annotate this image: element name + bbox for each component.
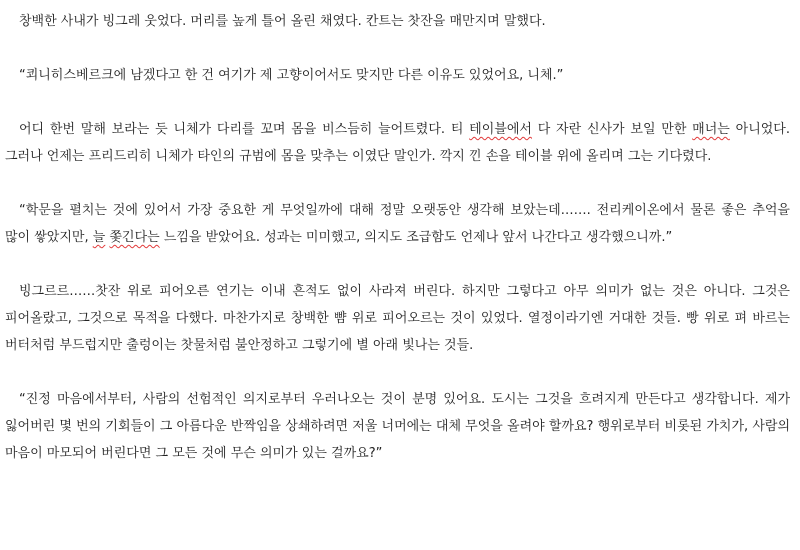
text-run: 다 자란 신사가 보일 만한 xyxy=(531,122,693,137)
paragraph[interactable] xyxy=(5,62,790,89)
paragraph[interactable] xyxy=(5,386,790,467)
text-run: 느낌을 받았어요. 성과는 미미했고, 의지도 조급함도 언제나 앞서 나간다고 생각했으니까.” xyxy=(159,230,673,245)
paragraph[interactable] xyxy=(5,278,790,359)
paragraph[interactable] xyxy=(5,197,790,251)
text-run: 빙그르르……찻잔 위로 피어오른 연기는 이내 흔적도 없이 사라져 버린다. 하지만 그렇다고 아무 의미가 없는 것은 아니다. 그것은 피어올랐고, 그것으로 목적을 다했다. 마찬가지로 창백한 뺨 위로 피어오르는 것이 있었다. 열정이라기엔 거대한 것들. 빵 위로 펴 바르는 버터처럼 부드럽지만 출렁이는 찻물처럼 불안정하고 그렇기에 별 아래 빛나는 것들. xyxy=(5,284,790,353)
text-run: 창백한 사내가 빙그레 웃었다. 머리를 높게 틀어 올린 채였다. 칸트는 찻잔을 매만지며 말했다. xyxy=(19,14,546,29)
text-run: “쾨니히스베르크에 남겠다고 한 건 여기가 제 고향이어서도 맞지만 다른 이유도 있었어요, 니체.” xyxy=(19,68,564,83)
text-run: 어디 한번 말해 보라는 듯 니체가 다리를 꼬며 몸을 비스듬히 늘어트렸다. 티 xyxy=(19,122,470,137)
paragraph[interactable] xyxy=(5,8,790,35)
text-run: 아니었다. 그러나 언제는 프리드리히 니체가 타인의 규범에 몸을 맞추는 이였단 말인가. 깍지 낀 손을 테이블 위에 올리며 그는 기다렸다. xyxy=(5,122,790,164)
spellcheck-underlined-word[interactable]: 쫓긴다는 xyxy=(109,230,160,245)
text-run: “학문을 펼치는 것에 있어서 가장 중요한 게 무엇일까에 대해 정말 오랫동안 생각해 보았는데……. 전리케이온에서 물론 좋은 추억을 많이 쌓았지만, xyxy=(5,203,790,245)
spellcheck-underlined-word[interactable]: 테이블에서 xyxy=(469,122,532,137)
paragraph[interactable] xyxy=(5,116,790,170)
text-run: “진정 마음에서부터, 사람의 선험적인 의지로부터 우러나오는 것이 분명 있어요. 도시는 그것을 흐려지게 만든다고 생각합니다. 제가 잃어버린 몇 번의 기회들이 그 아름다운 반짝임을 상쇄하려면 저울 너머에는 대체 무엇을 올려야 할까요? 행위로부터 비롯된 가치가, 사람의 마음이 마모되어 버린다면 그 모든 것에 무슨 의미가 있는 걸까요?” xyxy=(5,392,790,461)
spellcheck-underlined-word[interactable]: 매너는 xyxy=(692,122,730,137)
spellcheck-underlined-word[interactable]: 늘 xyxy=(92,230,106,245)
